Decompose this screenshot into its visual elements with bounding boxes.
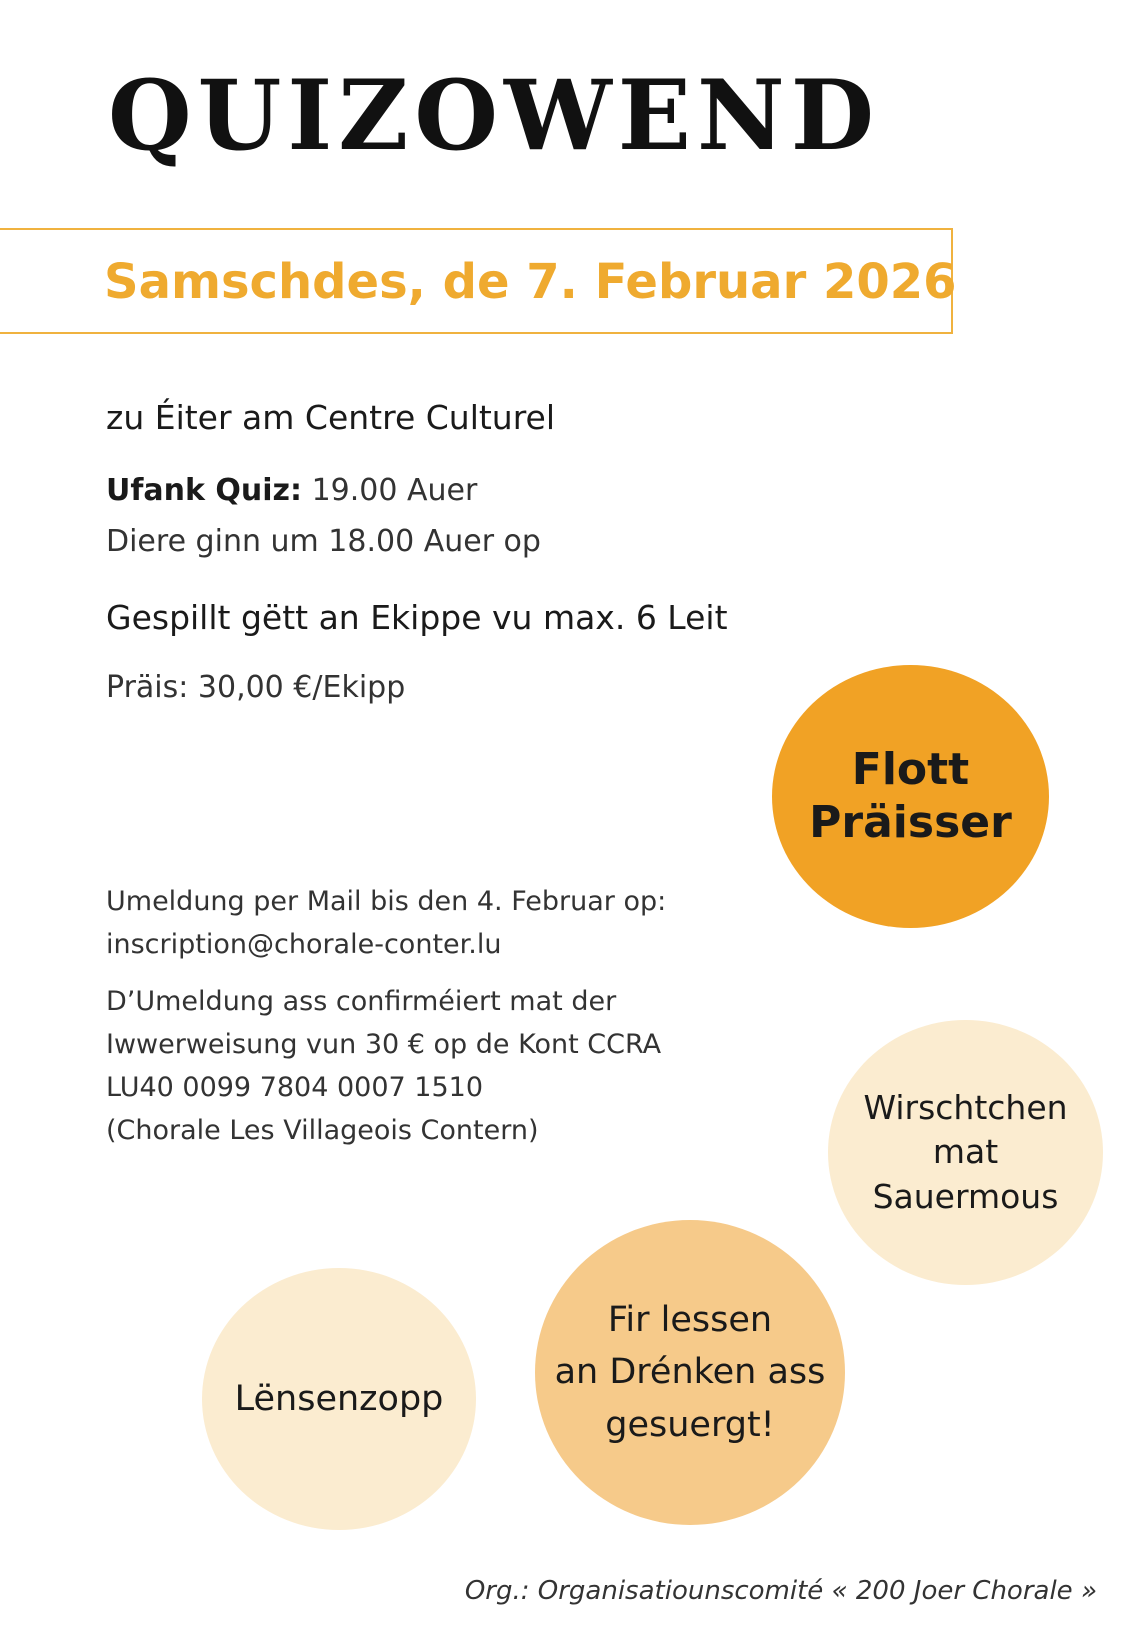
registration-deadline: Umeldung per Mail bis den 4. Februar op: (106, 886, 667, 917)
bubble-prizes-line-2: Präisser (809, 796, 1012, 848)
event-location: zu Éiter am Centre Culturel (106, 398, 556, 437)
start-time: 19.00 Auer (311, 473, 478, 508)
registration-email[interactable]: inscription@chorale-conter.lu (106, 929, 502, 960)
event-date: Samschdes, de 7. Februar 2026 (104, 254, 957, 310)
bubble-sausages-line-2: mat (932, 1132, 999, 1172)
bubble-lentil-soup (202, 1268, 476, 1530)
page-title: QUIZOWEND (108, 59, 880, 172)
bubble-prizes (772, 665, 1049, 928)
bubble-lentil-soup-label: Lënsenzopp (234, 1379, 444, 1419)
start-time-line (106, 473, 477, 509)
organizer-credit: Org.: Organisatiounscomité « 200 Joer Chorale » (464, 1576, 1097, 1606)
payment-line-1: D’Umeldung ass confirméiert mat der (106, 986, 617, 1017)
iban: LU40 0099 7804 0007 1510 (106, 1072, 483, 1103)
bubble-food-drink-line-1: Fir lessen (607, 1299, 773, 1340)
payment-block (106, 980, 661, 1152)
bubble-food-drink-line-2: an Drénken ass (554, 1352, 826, 1393)
registration-block (106, 880, 666, 966)
account-holder: (Chorale Les Villageois Contern) (106, 1115, 539, 1146)
team-info: Gespillt gëtt an Ekippe vu max. 6 Leit (106, 598, 728, 637)
bubble-prizes-line-1: Flott (851, 743, 970, 795)
doors-open: Diere ginn um 18.00 Auer op (106, 524, 541, 559)
price-info: Präis: 30,00 €/Ekipp (106, 670, 406, 705)
date-banner (0, 228, 957, 334)
bubble-sausages-line-1: Wirschtchen (863, 1087, 1068, 1127)
bubble-sausages-line-3: Sauermous (872, 1176, 1059, 1216)
bubble-food-drink (535, 1220, 845, 1525)
bubble-food-drink-line-3: gesuergt! (605, 1404, 775, 1445)
payment-line-2: Iwwerweisung vun 30 € op de Kont CCRA (106, 1029, 662, 1060)
bubble-sausages (828, 1020, 1103, 1285)
start-label: Ufank Quiz: (106, 473, 303, 508)
